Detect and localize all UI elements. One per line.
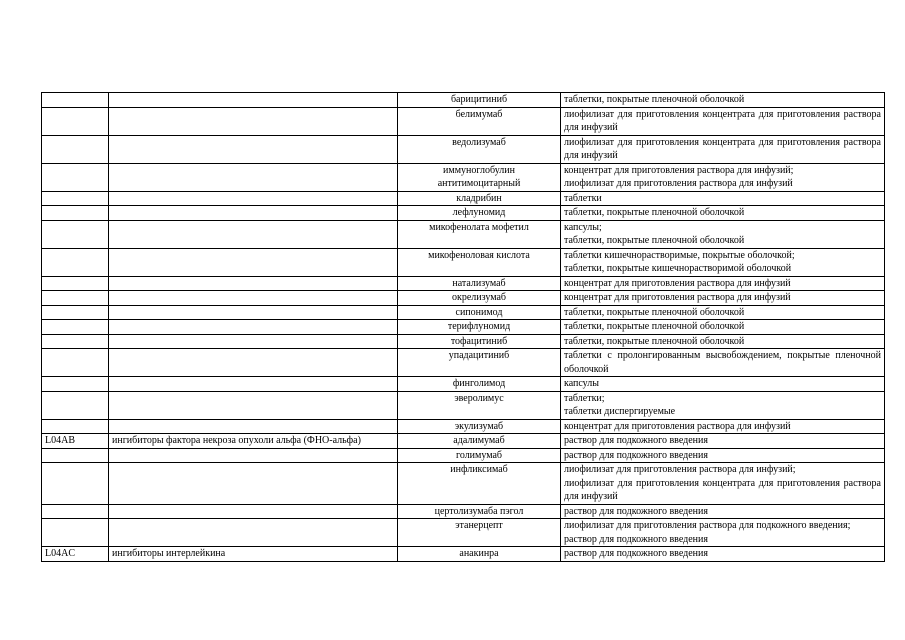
dosage-form-line: таблетки, покрытые пленочной оболочкой bbox=[564, 321, 745, 332]
table-row bbox=[42, 276, 885, 291]
drug-name-cell: терифлуномид bbox=[398, 320, 561, 335]
pharm-group-cell bbox=[109, 349, 398, 377]
dosage-form-cell bbox=[561, 377, 885, 392]
drug-name-cell: инфликсимаб bbox=[398, 463, 561, 505]
dosage-form-line: таблетки кишечнорастворимые, покрытые оболочкой; bbox=[564, 249, 795, 261]
dosage-form-cell bbox=[561, 248, 885, 276]
atc-code-cell bbox=[42, 305, 109, 320]
dosage-form-cell bbox=[561, 419, 885, 434]
table-row bbox=[42, 291, 885, 306]
table-row bbox=[42, 391, 885, 419]
pharm-group-cell bbox=[109, 93, 398, 108]
drug-name-cell: натализумаб bbox=[398, 276, 561, 291]
drug-name-cell: экулизумаб bbox=[398, 419, 561, 434]
atc-code-cell bbox=[42, 248, 109, 276]
atc-code-cell: L04AC bbox=[42, 547, 109, 562]
dosage-form-cell bbox=[561, 463, 885, 505]
atc-code-cell bbox=[42, 276, 109, 291]
dosage-form-cell bbox=[561, 220, 885, 248]
pharm-group-cell: ингибиторы фактора некроза опухоли альфа (ФНО-альфа) bbox=[109, 434, 398, 449]
dosage-form-cell bbox=[561, 107, 885, 135]
dosage-form-cell bbox=[561, 547, 885, 562]
dosage-form-line: капсулы; bbox=[564, 221, 602, 233]
dosage-form-line: лиофилизат для приготовления концентрата для приготовления раствора для инфузий bbox=[564, 136, 881, 161]
drug-name-cell: микофеноловая кислота bbox=[398, 248, 561, 276]
atc-code-cell bbox=[42, 93, 109, 108]
table-row bbox=[42, 163, 885, 191]
table-row bbox=[42, 504, 885, 519]
dosage-form-line: концентрат для приготовления раствора для инфузий bbox=[564, 292, 791, 303]
atc-code-cell bbox=[42, 107, 109, 135]
table-row bbox=[42, 320, 885, 335]
drug-name-cell: микофенолата мофетил bbox=[398, 220, 561, 248]
pharm-group-cell bbox=[109, 519, 398, 547]
atc-code-cell bbox=[42, 220, 109, 248]
dosage-form-cell bbox=[561, 519, 885, 547]
atc-code-cell bbox=[42, 349, 109, 377]
drug-name-cell: ведолизумаб bbox=[398, 135, 561, 163]
table-row bbox=[42, 305, 885, 320]
pharm-group-cell bbox=[109, 320, 398, 335]
dosage-form-line: таблетки с пролонгированным высвобождением, покрытые пленочной оболочкой bbox=[564, 350, 881, 375]
dosage-form-line: таблетки, покрытые пленочной оболочкой bbox=[564, 306, 745, 318]
dosage-form-cell bbox=[561, 206, 885, 221]
dosage-form-cell bbox=[561, 391, 885, 419]
dosage-form-line: таблетки, покрытые пленочной оболочкой bbox=[564, 335, 745, 347]
atc-code-cell bbox=[42, 206, 109, 221]
dosage-form-line: концентрат для приготовления раствора для инфузий bbox=[564, 420, 791, 432]
dosage-form-line: раствор для подкожного введения bbox=[564, 435, 708, 446]
drug-name-cell: окрелизумаб bbox=[398, 291, 561, 306]
table-row bbox=[42, 463, 885, 505]
dosage-form-line: раствор для подкожного введения bbox=[564, 533, 708, 545]
dosage-form-line: концентрат для приготовления раствора для инфузий bbox=[564, 277, 791, 289]
dosage-form-cell bbox=[561, 334, 885, 349]
atc-code-cell bbox=[42, 163, 109, 191]
dosage-form-line: таблетки, покрытые пленочной оболочкой bbox=[564, 207, 745, 218]
pharm-group-cell bbox=[109, 334, 398, 349]
table-row bbox=[42, 519, 885, 547]
atc-code-cell bbox=[42, 391, 109, 419]
drug-name-cell: эверолимус bbox=[398, 391, 561, 419]
table-row bbox=[42, 349, 885, 377]
dosage-form-cell bbox=[561, 349, 885, 377]
table-row bbox=[42, 191, 885, 206]
dosage-form-line: раствор для подкожного введения bbox=[564, 505, 708, 517]
pharm-group-cell bbox=[109, 163, 398, 191]
pharm-group-cell bbox=[109, 291, 398, 306]
dosage-form-line: таблетки, покрытые кишечнорастворимой оболочкой bbox=[564, 263, 792, 274]
pharm-group-cell bbox=[109, 276, 398, 291]
pharm-group-cell: ингибиторы интерлейкина bbox=[109, 547, 398, 562]
pharm-group-cell bbox=[109, 504, 398, 519]
dosage-form-line: концентрат для приготовления раствора для инфузий; bbox=[564, 164, 794, 176]
pharm-group-cell bbox=[109, 135, 398, 163]
table-row bbox=[42, 107, 885, 135]
table-row bbox=[42, 434, 885, 449]
table-row bbox=[42, 220, 885, 248]
dosage-form-line: лиофилизат для приготовления раствора для инфузий bbox=[564, 178, 793, 189]
drug-name-cell: сипонимод bbox=[398, 305, 561, 320]
drug-name-cell: лефлуномид bbox=[398, 206, 561, 221]
dosage-form-line: лиофилизат для приготовления раствора для подкожного введения; bbox=[564, 520, 851, 531]
atc-code-cell: L04AB bbox=[42, 434, 109, 449]
table-row bbox=[42, 448, 885, 463]
pharm-group-cell bbox=[109, 107, 398, 135]
dosage-form-cell bbox=[561, 305, 885, 320]
dosage-form-cell bbox=[561, 191, 885, 206]
dosage-form-cell bbox=[561, 276, 885, 291]
dosage-form-line: таблетки, покрытые пленочной оболочкой bbox=[564, 235, 745, 246]
pharm-group-cell bbox=[109, 448, 398, 463]
table-row bbox=[42, 93, 885, 108]
atc-code-cell bbox=[42, 448, 109, 463]
dosage-form-cell bbox=[561, 135, 885, 163]
table-row bbox=[42, 547, 885, 562]
drug-name-cell: анакинра bbox=[398, 547, 561, 562]
atc-code-cell bbox=[42, 135, 109, 163]
drug-name-cell: голимумаб bbox=[398, 448, 561, 463]
pharm-group-cell bbox=[109, 191, 398, 206]
drug-name-cell: упадацитиниб bbox=[398, 349, 561, 377]
pharm-group-cell bbox=[109, 419, 398, 434]
pharm-group-cell bbox=[109, 206, 398, 221]
drug-name-cell: адалимумаб bbox=[398, 434, 561, 449]
atc-code-cell bbox=[42, 519, 109, 547]
dosage-form-cell bbox=[561, 291, 885, 306]
dosage-form-line: лиофилизат для приготовления концентрата для приготовления раствора для инфузий bbox=[564, 108, 881, 133]
atc-code-cell bbox=[42, 191, 109, 206]
atc-code-cell bbox=[42, 377, 109, 392]
dosage-form-line: таблетки; bbox=[564, 392, 605, 404]
drug-name-cell: белимумаб bbox=[398, 107, 561, 135]
pharm-group-cell bbox=[109, 377, 398, 392]
atc-code-cell bbox=[42, 334, 109, 349]
dosage-form-line: раствор для подкожного введения bbox=[564, 548, 708, 559]
dosage-form-line: лиофилизат для приготовления раствора для инфузий; bbox=[564, 464, 796, 475]
table-row bbox=[42, 334, 885, 349]
dosage-form-cell bbox=[561, 163, 885, 191]
pharm-group-cell bbox=[109, 391, 398, 419]
drug-table bbox=[41, 92, 885, 562]
dosage-form-line: таблетки bbox=[564, 192, 602, 204]
pharm-group-cell bbox=[109, 248, 398, 276]
atc-code-cell bbox=[42, 463, 109, 505]
dosage-form-line: капсулы bbox=[564, 378, 599, 389]
drug-name-cell: кладрибин bbox=[398, 191, 561, 206]
drug-table-body bbox=[42, 93, 885, 562]
pharm-group-cell bbox=[109, 463, 398, 505]
dosage-form-cell bbox=[561, 434, 885, 449]
table-row bbox=[42, 377, 885, 392]
drug-name-cell: барицитиниб bbox=[398, 93, 561, 108]
dosage-form-line: раствор для подкожного введения bbox=[564, 449, 708, 461]
drug-name-cell: этанерцепт bbox=[398, 519, 561, 547]
dosage-form-line: лиофилизат для приготовления концентрата для приготовления раствора для инфузий bbox=[564, 477, 881, 502]
dosage-form-cell bbox=[561, 320, 885, 335]
drug-name-cell: иммуноглобулин антитимоцитарный bbox=[398, 163, 561, 191]
atc-code-cell bbox=[42, 419, 109, 434]
drug-name-cell: финголимод bbox=[398, 377, 561, 392]
atc-code-cell bbox=[42, 504, 109, 519]
drug-name-cell: цертолизумаба пэгол bbox=[398, 504, 561, 519]
table-row bbox=[42, 135, 885, 163]
dosage-form-cell bbox=[561, 504, 885, 519]
dosage-form-line: таблетки диспергируемые bbox=[564, 406, 676, 417]
table-row bbox=[42, 206, 885, 221]
pharm-group-cell bbox=[109, 220, 398, 248]
table-row bbox=[42, 248, 885, 276]
table-row bbox=[42, 419, 885, 434]
atc-code-cell bbox=[42, 320, 109, 335]
dosage-form-cell bbox=[561, 448, 885, 463]
dosage-form-cell bbox=[561, 93, 885, 108]
pharm-group-cell bbox=[109, 305, 398, 320]
drug-name-cell: тофацитиниб bbox=[398, 334, 561, 349]
dosage-form-line: таблетки, покрытые пленочной оболочкой bbox=[564, 94, 745, 105]
atc-code-cell bbox=[42, 291, 109, 306]
